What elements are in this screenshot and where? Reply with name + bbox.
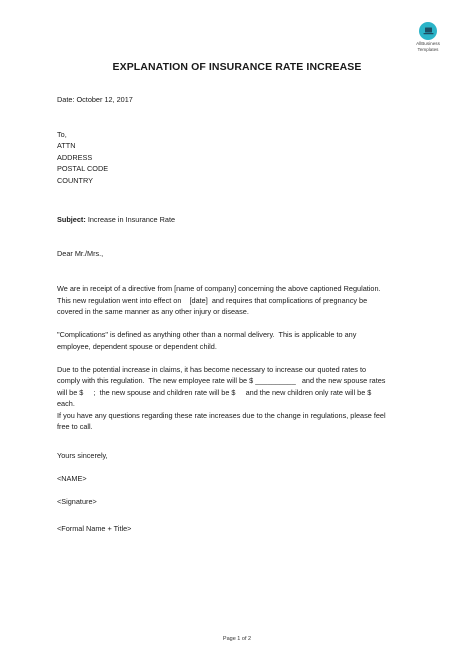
logo-line-1: AllBusiness	[416, 41, 440, 46]
formal-name-placeholder: <Formal Name + Title>	[57, 524, 132, 533]
page-number: Page 1 of 2	[222, 636, 252, 642]
salutation: Dear Mr./Mrs.,	[57, 249, 104, 258]
address-line-address: ADDRESS	[57, 153, 93, 162]
subject-line	[57, 215, 175, 224]
paragraph-1-line-3: covered in the same manner as any other injury or disease.	[57, 307, 249, 316]
date-line: Date: October 12, 2017	[57, 95, 133, 104]
paragraph-2-line-2: employee, dependent spouse or dependent child.	[57, 342, 217, 351]
name-placeholder: <NAME>	[57, 474, 87, 483]
paragraph-3-line-4: each.	[57, 399, 75, 408]
address-line-attn: ATTN	[57, 141, 76, 150]
document-title: EXPLANATION OF INSURANCE RATE INCREASE	[112, 61, 362, 73]
paragraph-1-line-1: We are in receipt of a directive from [name of company] concerning the above captioned Regulation.	[57, 284, 381, 293]
address-line-postal: POSTAL CODE	[57, 164, 109, 173]
paragraph-1-line-2: This new regulation went into effect on [date] and requires that complications of pregnancy be	[57, 296, 368, 305]
subject-text: Increase in Insurance Rate	[85, 215, 176, 224]
signature-placeholder: <Signature>	[57, 497, 97, 506]
logo-line-2: Templates	[417, 47, 439, 53]
paragraph-4-line-2: free to call.	[57, 422, 93, 431]
paragraph-3-line-1: Due to the potential increase in claims, it has become necessary to increase our quoted rates to	[57, 365, 367, 374]
paragraph-3-line-3: will be $ ; the new spouse and children rate will be $ and the new children only rate will be $	[57, 388, 372, 397]
laptop-icon	[419, 22, 437, 40]
address-line-country: COUNTRY	[57, 176, 93, 185]
recipient-to: To,	[57, 130, 67, 139]
paragraph-2-line-1: "Complications" is defined as anything other than a normal delivery. This is applicable to any	[57, 330, 357, 339]
brand-logo	[411, 22, 445, 52]
subject-label: Subject:	[57, 215, 86, 224]
paragraph-4-line-1: If you have any questions regarding these rate increases due to the change in regulations, please feel	[57, 411, 386, 420]
paragraph-3-line-2: comply with this regulation. The new employee rate will be $ __________ and the new spouse rates	[57, 376, 386, 385]
closing: Yours sincerely,	[57, 451, 108, 460]
